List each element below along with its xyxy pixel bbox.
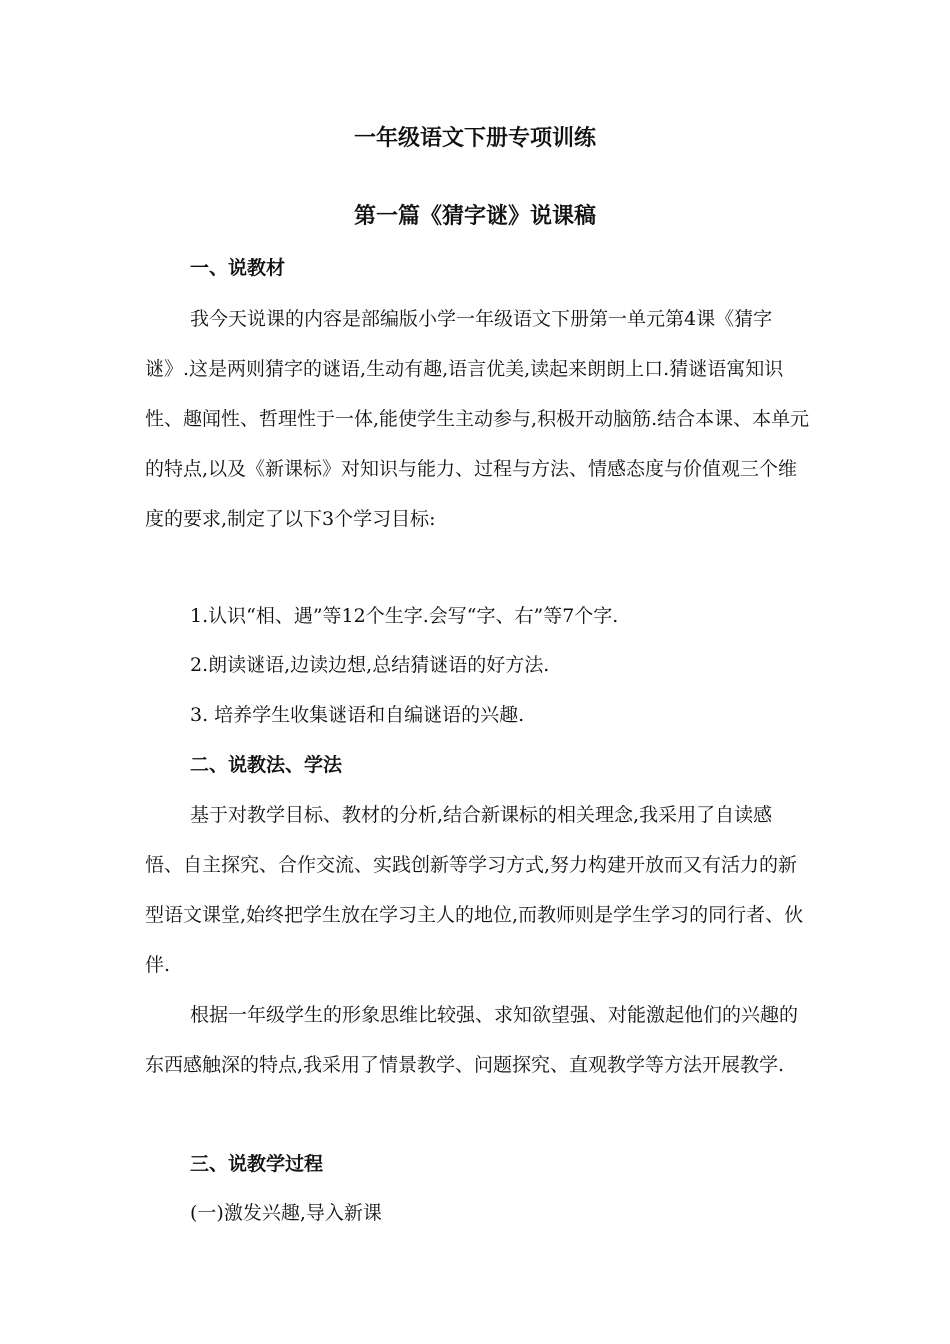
- goal-item-2: 2.朗读谜语,边读边想,总结猜谜语的好方法.: [190, 654, 550, 676]
- section-heading-process: 三、说教学过程: [190, 1153, 324, 1175]
- document-subtitle: 第一篇《猜字谜》说课稿: [353, 204, 596, 229]
- process-item-1: (一)激发兴趣,导入新课: [190, 1202, 382, 1224]
- goal-item-1: 1.认识“相、遇”等12个生字.会写“字、右”等7个字.: [190, 605, 619, 627]
- section-heading-methods: 二、说教法、学法: [190, 754, 343, 776]
- section-heading-textbook: 一、说教材: [190, 257, 286, 279]
- section-paragraph-textbook: 我今天说课的内容是部编版小学一年级语文下册第一单元第4课《猜字谜》.这是两则猜字的谜语,生动有趣,语言优美,读起来朗朗上口.猜谜语寓知识性、趣闻性、哲理性于一体,能使学生主动参与,积极开动脑筋.结合本课、本单元的特点,以及《新课标》对知识与能力、过程与方法、情感态度与价值观三个维度的要求,制定了以下3个学习目标:: [145, 308, 810, 530]
- section-paragraph-methods-1: 基于对教学目标、教材的分析,结合新课标的相关理念,我采用了自读感悟、自主探究、合作交流、实践创新等学习方式,努力构建开放而又有活力的新型语文课堂,始终把学生放在学习主人的地位,而教师则是学生学习的同行者、伙伴.: [145, 804, 804, 976]
- goal-item-3: 3. 培养学生收集谜语和自编谜语的兴趣.: [190, 704, 525, 726]
- document-title: 一年级语文下册专项训练: [353, 126, 596, 151]
- section-paragraph-methods-2: 根据一年级学生的形象思维比较强、求知欲望强、对能激起他们的兴趣的东西感触深的特点,我采用了情景教学、问题探究、直观教学等方法开展教学.: [145, 1004, 799, 1076]
